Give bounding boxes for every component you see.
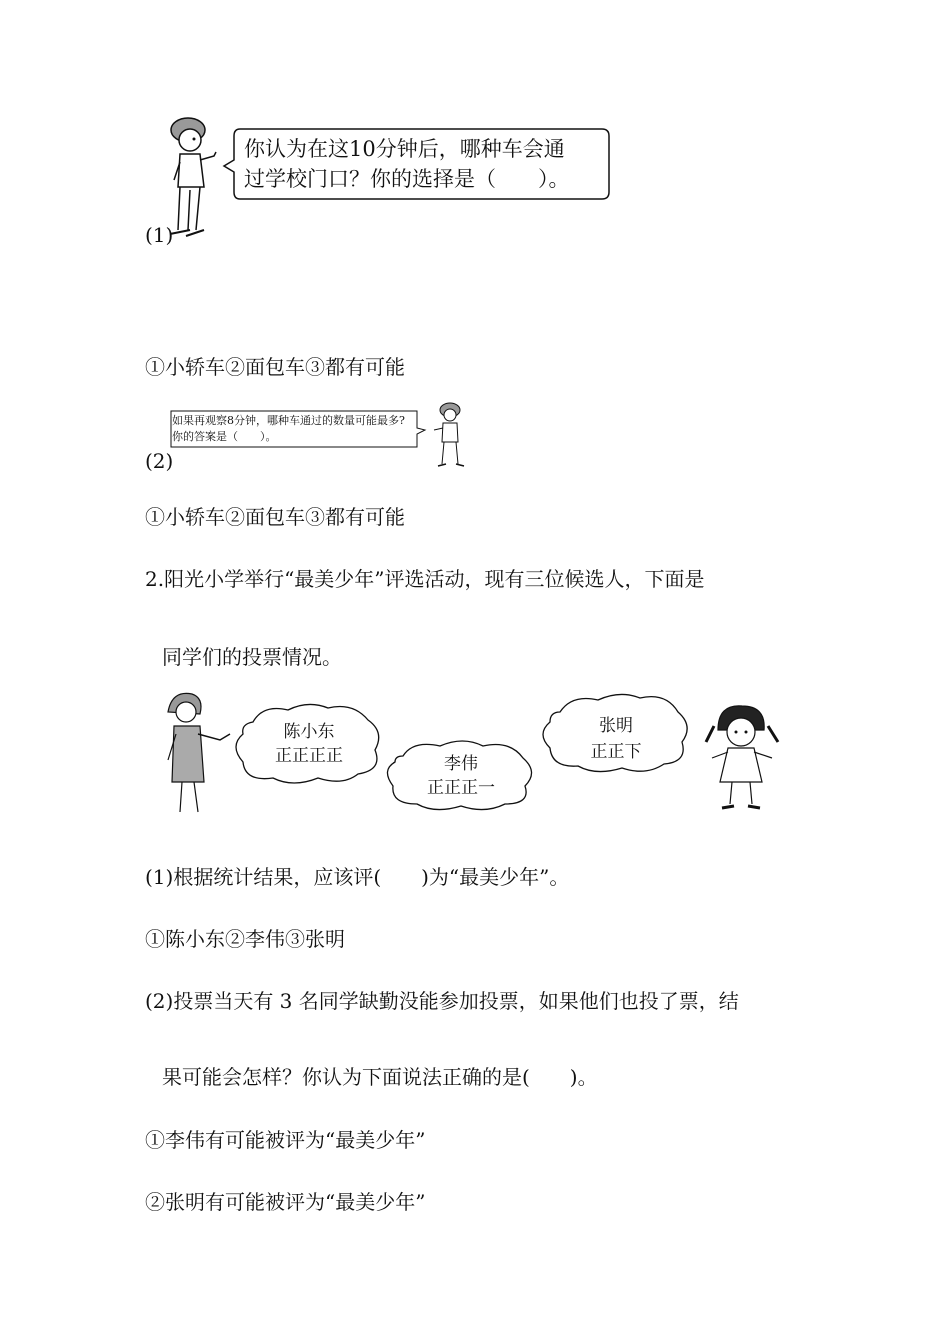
- speech-bubble-large: [232, 128, 610, 200]
- q1-part1-label: (1): [145, 223, 174, 247]
- girl-illustration-left: [160, 690, 232, 815]
- cloud-candidate-3: [540, 692, 692, 774]
- q2-sub2-option-1: ①李伟有可能被评为“最美少年”: [145, 1128, 426, 1152]
- q2-stem-line-1: 2.阳光小学举行“最美少年”评选活动，现有三位候选人，下面是: [145, 567, 705, 591]
- q2-sub2-line-2: 果可能会怎样？你认为下面说法正确的是( )。: [162, 1065, 598, 1089]
- q2-stem-line-2: 同学们的投票情况。: [162, 645, 342, 669]
- speech-bubble-small: [169, 410, 421, 448]
- q1-part2-options: ①小轿车②面包车③都有可能: [145, 505, 405, 529]
- candidate-1-name: 陈小东: [283, 722, 335, 742]
- q2-sub1-text: (1)根据统计结果，应该评( )为“最美少年”。: [145, 865, 570, 889]
- cloud-candidate-1: [233, 702, 385, 784]
- q2-sub2-option-2: ②张明有可能被评为“最美少年”: [145, 1190, 426, 1214]
- girl-figure-left-icon: [160, 690, 232, 815]
- small-bubble-line-1: 如果再观察8分钟，哪种车通过的数量可能最多?: [172, 414, 405, 427]
- q1-part1-options: ①小轿车②面包车③都有可能: [145, 355, 405, 379]
- candidate-2-name: 李伟: [444, 754, 478, 774]
- q2-sub1-options: ①陈小东②李伟③张明: [145, 927, 345, 951]
- bubble-line-2: 过学校门口？你的选择是（ ）。: [244, 167, 570, 191]
- bubble-line-1: 你认为在这10分钟后，哪种车会通: [244, 137, 565, 161]
- boy-illustration-small: [430, 400, 470, 468]
- small-boy-figure-icon: [430, 400, 470, 468]
- candidate-2-tally: 正正正一: [427, 778, 495, 798]
- girl-illustration-right: [700, 702, 782, 814]
- candidate-1-tally: 正正正正: [275, 746, 343, 766]
- q2-sub2-line-1: (2)投票当天有 3 名同学缺勤没能参加投票，如果他们也投了票，结: [145, 989, 739, 1013]
- candidate-3-tally: 正正下: [590, 742, 642, 762]
- cloud-candidate-2: [385, 738, 537, 810]
- small-bubble-line-2: 你的答案是（ ）。: [172, 430, 277, 443]
- candidate-3-name: 张明: [599, 716, 633, 736]
- girl-figure-right-icon: [700, 702, 782, 814]
- q1-part2-label: (2): [145, 449, 174, 473]
